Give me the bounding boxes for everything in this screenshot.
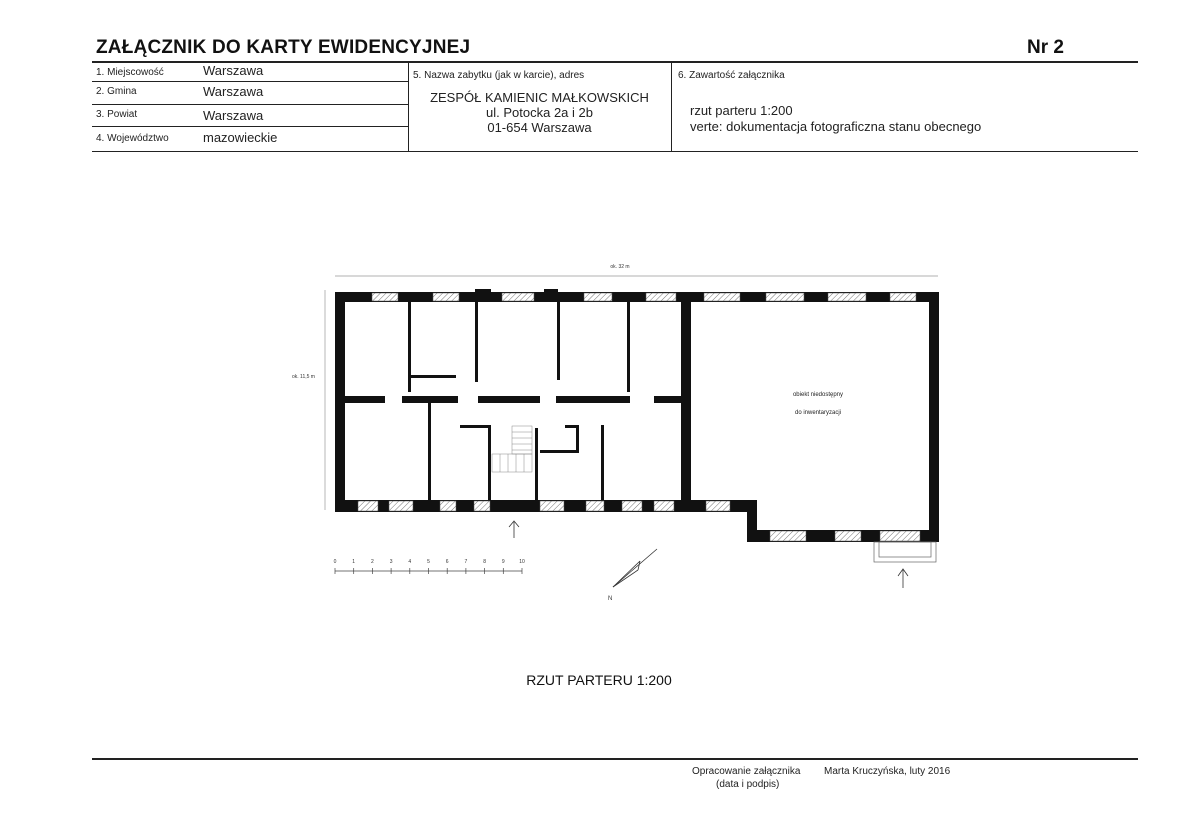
scale-tick-label: 2 [371, 559, 374, 565]
scale-tick-label: 1 [352, 559, 356, 565]
wall-east [929, 292, 939, 542]
field-label-miejscowosc: 1. Miejscowość [96, 67, 164, 78]
footer-rule [92, 758, 1138, 760]
footer-label-line1: Opracowanie załącznika [692, 766, 801, 777]
inaccessible-note-line2: do inwentaryzacji [794, 410, 842, 416]
scale-tick-label: 3 [389, 559, 393, 565]
scale-bar [334, 559, 525, 574]
window [433, 293, 459, 301]
height-dimension-label: ok. 11,5 m [292, 374, 315, 380]
plan-caption: RZUT PARTERU 1:200 [526, 672, 672, 688]
window [770, 531, 806, 541]
interior-wall [345, 396, 385, 403]
scale-tick-label: 9 [501, 559, 505, 565]
interior-wall [535, 428, 538, 500]
interior-wall [601, 425, 604, 500]
entrance-steps [874, 542, 936, 562]
monument-name: ZESPÓŁ KAMIENIC MAŁKOWSKICH [430, 90, 649, 105]
contents-label: 6. Zawartość załącznika [678, 70, 785, 81]
window [835, 531, 861, 541]
window [502, 293, 534, 301]
scale-tick-label: 5 [427, 559, 430, 565]
windows [358, 293, 920, 541]
monument-street: ul. Potocka 2a i 2b [486, 105, 593, 120]
north-label: N [608, 596, 613, 602]
interior-wall [428, 403, 431, 500]
scale-tick-label: 6 [445, 559, 449, 565]
window [880, 531, 920, 541]
window [358, 501, 378, 511]
interior-wall [540, 450, 578, 453]
field-value-wojewodztwo: mazowieckie [203, 130, 278, 145]
interior-wall [576, 425, 579, 453]
wall-west [335, 292, 345, 512]
field-value-powiat: Warszawa [203, 108, 264, 123]
window [654, 501, 674, 511]
window [890, 293, 916, 301]
window [474, 501, 490, 511]
window [586, 501, 604, 511]
window [646, 293, 676, 301]
field-label-wojewodztwo: 4. Województwo [96, 133, 169, 144]
window [389, 501, 413, 511]
scale-tick-label: 7 [464, 559, 468, 565]
window [706, 501, 730, 511]
interior-wall [475, 302, 478, 382]
scale-tick-label: 0 [333, 559, 337, 565]
interior-wall [478, 396, 540, 403]
contents-line2: verte: dokumentacja fotograficzna stanu obecnego [690, 119, 982, 134]
contents-line1: rzut parteru 1:200 [690, 103, 793, 118]
window [622, 501, 642, 511]
wall-party [681, 292, 691, 512]
monument-label: 5. Nazwa zabytku (jak w karcie), adres [413, 70, 585, 81]
attachment-number: Nr 2 [1027, 37, 1064, 58]
field-label-gmina: 2. Gmina [96, 86, 137, 97]
interior-wall [488, 425, 491, 500]
interior-wall [556, 396, 630, 403]
scale-tick-label: 4 [408, 559, 412, 565]
field-value-gmina: Warszawa [203, 84, 264, 99]
window [766, 293, 804, 301]
field-value-miejscowosc: Warszawa [203, 63, 264, 78]
scale-tick-label: 8 [483, 559, 486, 565]
monument-city: 01-654 Warszawa [487, 120, 592, 135]
chimney [544, 289, 558, 293]
interior-wall [408, 302, 411, 392]
interior-wall [627, 302, 630, 392]
footer-author: Marta Kruczyńska, luty 2016 [824, 766, 951, 777]
window [440, 501, 456, 511]
interior-wall [402, 396, 458, 403]
document-title: ZAŁĄCZNIK DO KARTY EWIDENCYJNEJ [96, 37, 471, 58]
interior-wall [408, 375, 456, 378]
north-arrow [613, 549, 657, 587]
interior-wall [460, 425, 491, 428]
interior-wall [557, 302, 560, 380]
footer-label-line2: (data i podpis) [716, 779, 780, 790]
width-dimension-label: ok. 32 m [610, 264, 630, 270]
window [828, 293, 866, 301]
field-label-powiat: 3. Powiat [96, 109, 138, 120]
window [540, 501, 564, 511]
chimney [475, 289, 491, 293]
window [584, 293, 612, 301]
window [704, 293, 740, 301]
staircase [492, 426, 532, 472]
inaccessible-note-line1: obiekt niedostępny [792, 392, 844, 398]
interior-wall [654, 396, 681, 403]
window [372, 293, 398, 301]
scale-tick-label: 10 [519, 559, 525, 565]
